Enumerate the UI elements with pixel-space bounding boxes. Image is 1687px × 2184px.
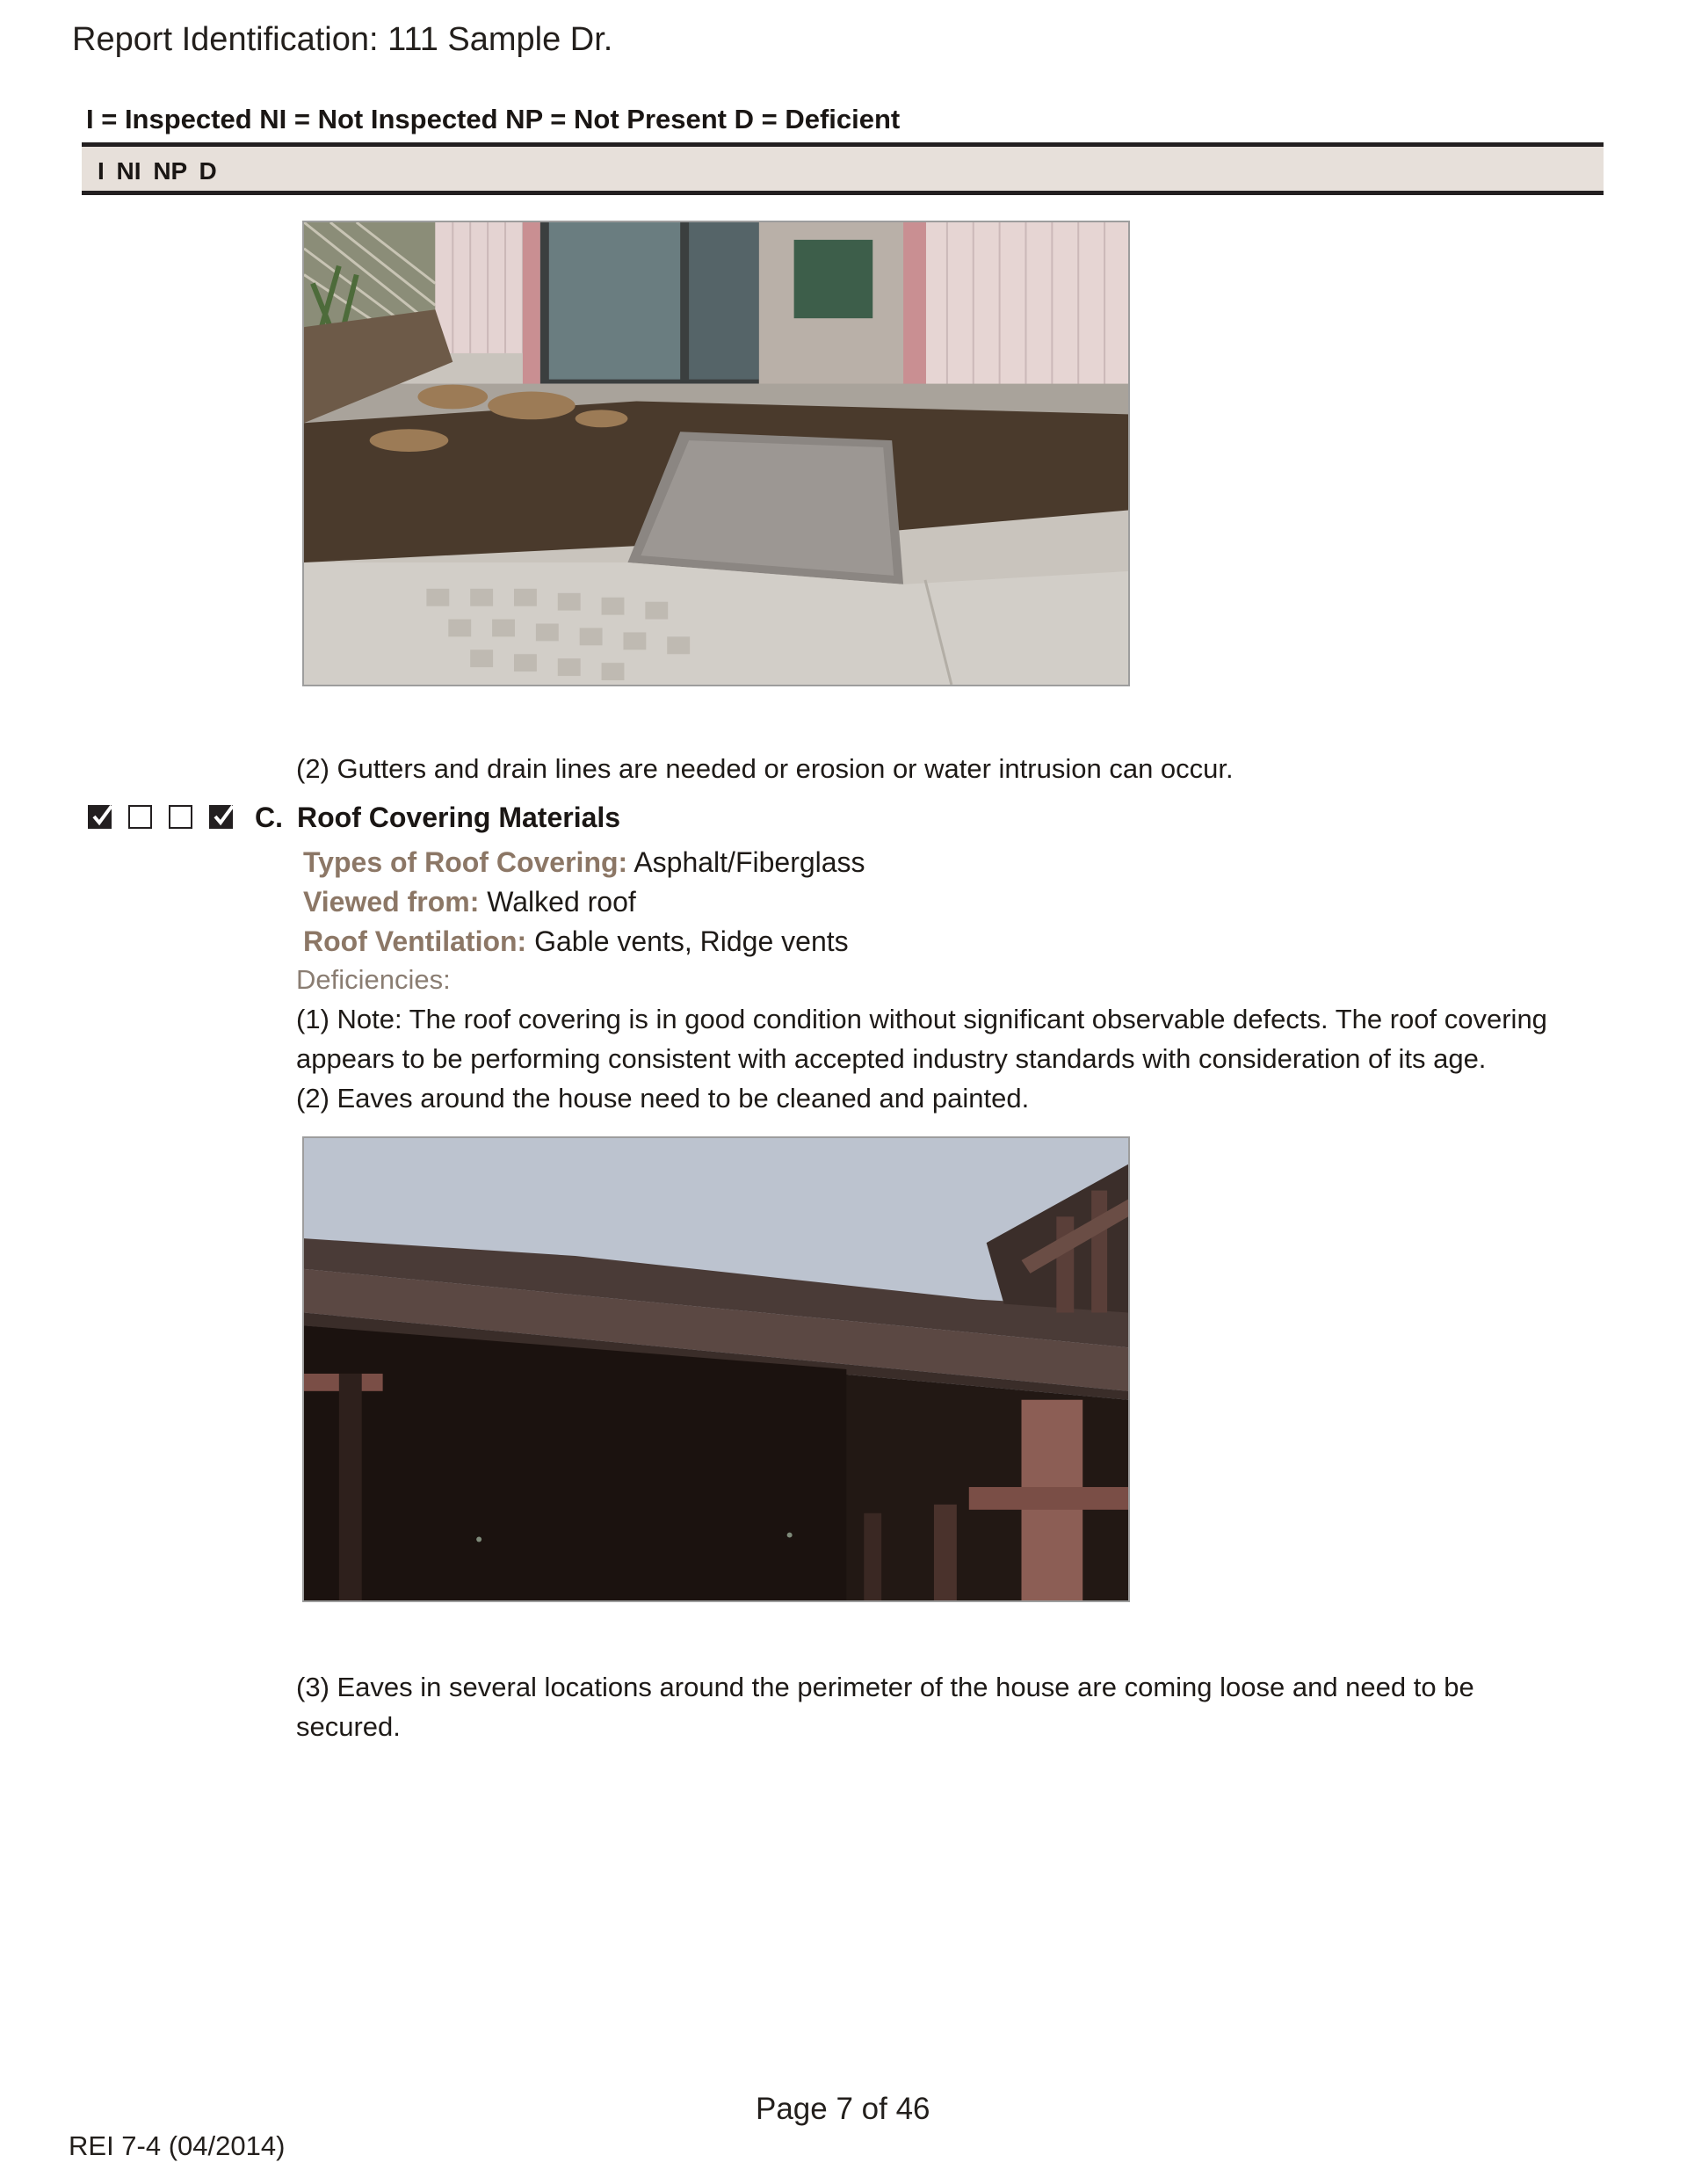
photo-eaves (302, 1136, 1130, 1602)
column-header-bar (82, 142, 1604, 195)
field-roof-covering-value: Asphalt/Fiberglass (627, 846, 865, 878)
form-identifier: REI 7-4 (04/2014) (69, 2130, 286, 2161)
section-letter: C. (255, 802, 283, 833)
note-3-line-2: secured. (296, 1711, 401, 1742)
checkbox-not-present[interactable] (169, 805, 192, 829)
checkbox-deficient[interactable] (209, 805, 233, 829)
field-viewed-from-value: Walked roof (479, 886, 636, 918)
field-roof-ventilation-value: Gable vents, Ridge vents (526, 925, 849, 957)
field-roof-covering (303, 846, 865, 879)
field-roof-covering-label: Types of Roof Covering: (303, 846, 628, 878)
note-1-line-1: (1) Note: The roof covering is in good condition without significant observable defects. The roof covering (296, 1004, 1547, 1034)
column-labels: I NI NP D (98, 157, 217, 185)
note-2: (2) Eaves around the house need to be cleaned and painted. (296, 1083, 1030, 1114)
note-3-line-1: (3) Eaves in several locations around the perimeter of the house are coming loose and need to be (296, 1672, 1474, 1702)
field-roof-ventilation (303, 925, 849, 958)
section-heading (255, 802, 620, 834)
gutters-note: (2) Gutters and drain lines are needed or erosion or water intrusion can occur. (296, 753, 1234, 784)
field-roof-ventilation-label: Roof Ventilation: (303, 925, 527, 957)
checkbox-not-inspected[interactable] (128, 805, 152, 829)
photo-patio-drainage (302, 221, 1130, 686)
field-viewed-from (303, 886, 636, 918)
section-title: Roof Covering Materials (297, 802, 621, 833)
note-1-line-2: appears to be performing consistent with accepted industry standards with consideration of its age. (296, 1043, 1487, 1074)
deficiencies-label: Deficiencies: (296, 964, 451, 995)
field-viewed-from-label: Viewed from: (303, 886, 480, 918)
inspection-legend: I = Inspected NI = Not Inspected NP = Not Present D = Deficient (86, 104, 901, 134)
report-identification: Report Identification: 111 Sample Dr. (72, 21, 613, 58)
page-number: Page 7 of 46 (756, 2092, 930, 2126)
checkbox-inspected[interactable] (88, 805, 112, 829)
